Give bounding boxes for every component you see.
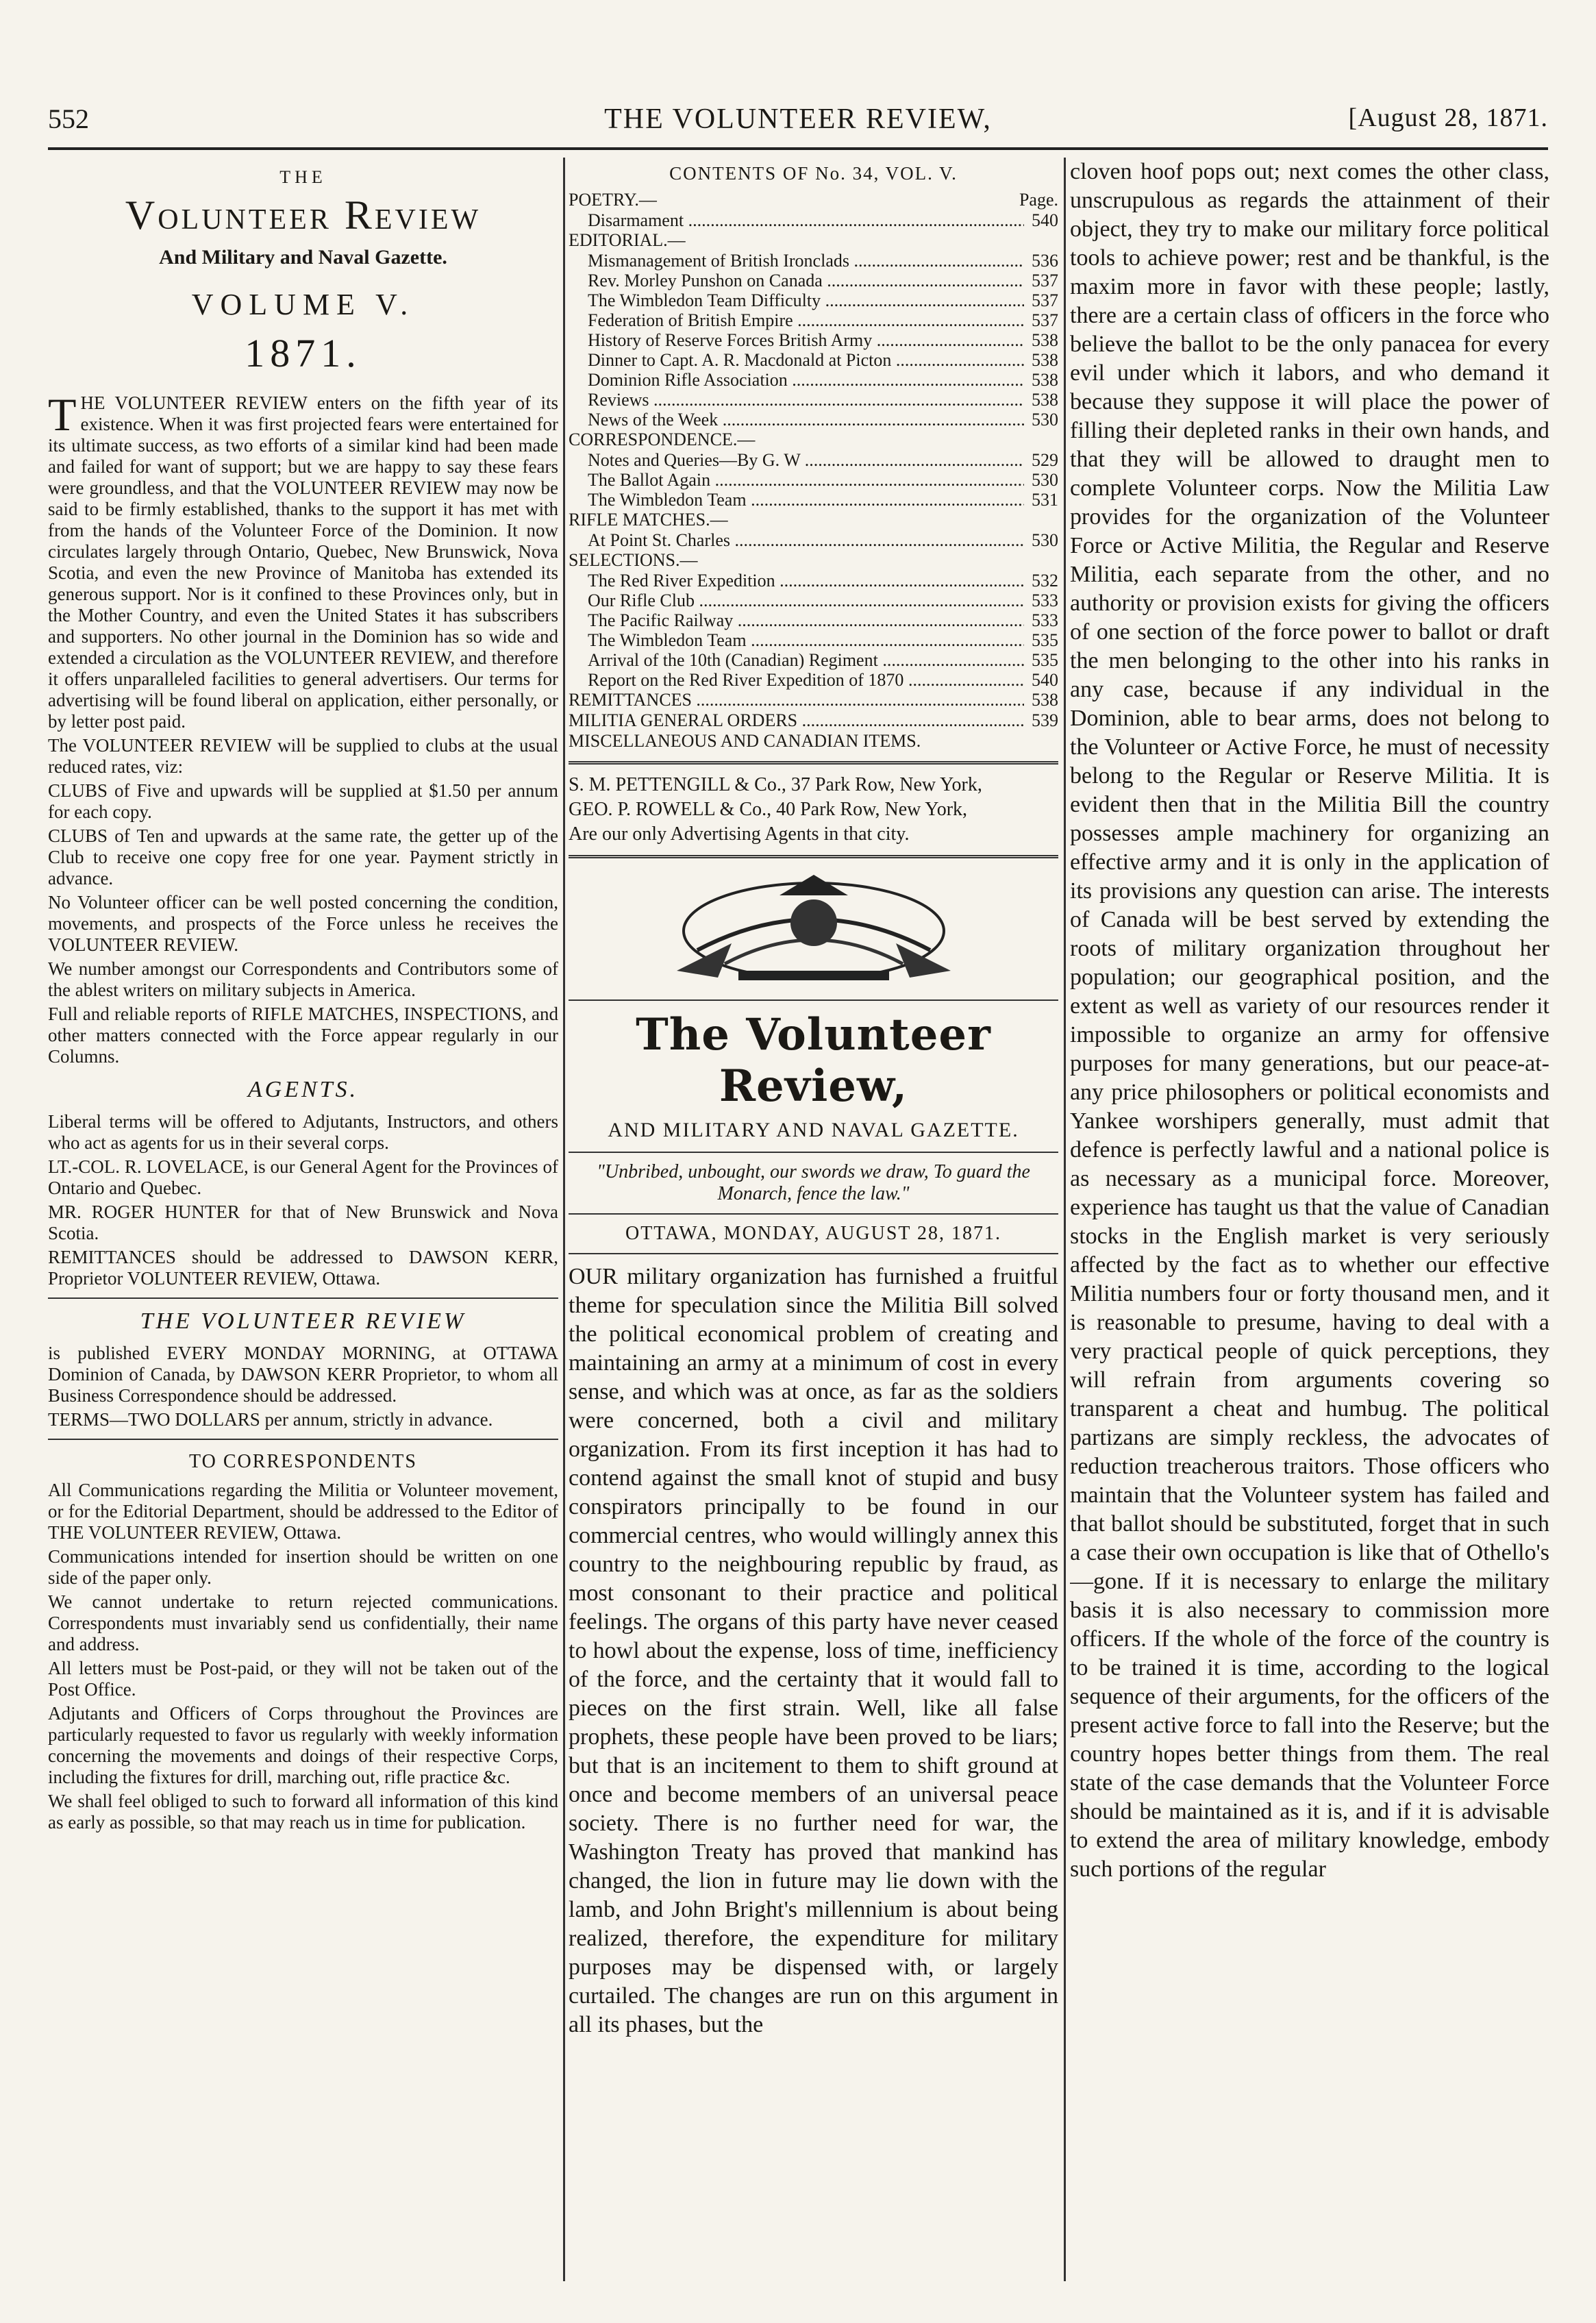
column-middle [569, 158, 1058, 2295]
intro-paragraph: We number amongst our Correspondents and Contributors some of the ablest writers on military subjects in America. [48, 958, 558, 1000]
section-rule [569, 1152, 1058, 1153]
correspondents-paragraph: We shall feel obliged to such to forward all information of this kind as early as possible, so that may reach us in time for publication. [48, 1791, 558, 1833]
correspondents-heading: TO CORRESPONDENTS [189, 1451, 417, 1472]
newspaper-running-title: THE VOLUNTEER REVIEW, [604, 103, 992, 135]
contents-item: Our Rifle Club ..... 533 [569, 591, 1058, 610]
section-rule [569, 1213, 1058, 1215]
crest-emblem-icon [636, 868, 992, 991]
agents-paragraph: REMITTANCES should be addressed to DAWSON KERR, Proprietor VOLUNTEER REVIEW, Ottawa. [48, 1247, 558, 1289]
page-header [48, 103, 1548, 151]
section-rule [569, 1253, 1058, 1254]
contents-category: POETRY.— [569, 190, 657, 210]
header-rule [48, 147, 1548, 150]
contents-item: History of Reserve Forces British Army ..... 538 [569, 330, 1058, 350]
correspondents-paragraph: We cannot undertake to return rejected communications. Correspondents must invariably send us confidentially, their name and address. [48, 1591, 558, 1654]
section-rule [569, 761, 1058, 765]
masthead-the: THE [279, 167, 327, 187]
table-of-contents [569, 210, 1058, 751]
intro-paragraph: CLUBS of Five and upwards will be supplied at $1.50 per annum for each copy. [48, 780, 558, 822]
section-rule [48, 1297, 558, 1299]
section-rule [569, 999, 1058, 1001]
contents-item: Dinner to Capt. A. R. Macdonald at Picton ..... 538 [569, 350, 1058, 370]
agent-line: GEO. P. ROWELL & Co., 40 Park Row, New York, [569, 799, 968, 820]
contents-item: At Point St. Charles ..... 530 [569, 530, 1058, 550]
publication-paragraph: is published EVERY MONDAY MORNING, at OTTAWA Dominion of Canada, by DAWSON KERR Proprietor, to whom all Business Correspondence should be addressed. [48, 1343, 558, 1406]
contents-page-label: Page. [1019, 190, 1058, 210]
agents-paragraph: MR. ROGER HUNTER for that of New Brunswick and Nova Scotia. [48, 1202, 558, 1243]
column-divider-1 [563, 158, 565, 2281]
editorial-motto: "Unbribed, unbought, our swords we draw, To guard the Monarch, fence the law." [597, 1161, 1030, 1204]
advertising-agents [569, 774, 1058, 845]
contents-category: CORRESPONDENCE.— [569, 430, 756, 449]
page-number: 552 [48, 103, 89, 134]
correspondents-section [48, 1480, 558, 1833]
contents-item: REMITTANCES ..... 538 [569, 690, 1058, 710]
publication-section [48, 1343, 558, 1430]
contents-category: EDITORIAL.— [569, 230, 686, 250]
contents-item: Rev. Morley Punshon on Canada ..... 537 [569, 271, 1058, 290]
intro-section [48, 388, 558, 1067]
contents-item: Mismanagement of British Ironclads ..... 536 [569, 251, 1058, 271]
contents-item: MILITIA GENERAL ORDERS ..... 539 [569, 710, 1058, 731]
masthead-title: Volunteer Review [125, 192, 482, 238]
intro-paragraph: Full and reliable reports of RIFLE MATCHES, INSPECTIONS, and other matters connected with the Force appear regularly in our Columns. [48, 1004, 558, 1067]
contents-item: News of the Week ..... 530 [569, 410, 1058, 430]
issue-date: [August 28, 1871. [1348, 103, 1548, 132]
intro-paragraph: The VOLUNTEER REVIEW will be supplied to clubs at the usual reduced rates, viz: [48, 735, 558, 777]
agents-heading: AGENTS. [247, 1077, 359, 1102]
agents-section [48, 1111, 558, 1289]
column-right [1070, 158, 1549, 2295]
contents-item: Report on the Red River Expedition of 1870 ..... 540 [569, 670, 1058, 690]
section-rule [569, 855, 1058, 858]
volume-label: VOLUME V. [191, 288, 415, 321]
contents-item: The Wimbledon Team ..... 535 [569, 630, 1058, 650]
contents-page-label-row [569, 190, 1058, 210]
agents-paragraph: LT.-COL. R. LOVELACE, is our General Agent for the Provinces of Ontario and Quebec. [48, 1156, 558, 1198]
contents-category: SELECTIONS.— [569, 550, 698, 570]
contents-category: RIFLE MATCHES.— [569, 510, 728, 530]
contents-item: Federation of British Empire ..... 537 [569, 310, 1058, 330]
editorial-text-part-1: OUR military organization has furnished a fruitful theme for speculation since the Militia Bill solved the political economical problem of creating and maintaining an army at a minimum of cost in every sense, and which was at once, as far as the soldiers were concerned, both a civil and military organization. From its first inception it has had to contend against the small knot of stupid and busy conspirators principally to be found in our commercial centres, who would willingly annex this country to the neighbouring republic by fraud, as most consonant to their practice and political feelings. The organs of this party have never ceased to howl about the expense, loss of time, inefficiency of the force, and the certainty that it would fall to pieces on the first strain. Well, like all false prophets, these people have been proved to be liars; but that is an incitement to them to shift ground at once and become members of an universal peace society. There is no further need for war, the Washington Treaty has proved that mankind has changed, the lion in future may lie down with the lamb, and John Bright's millennium is about being realized, therefore, the expenditure for military purposes may be dispensed with, or largely curtailed. The changes are run on this argument in all its phases, but the [569, 1264, 1058, 2037]
masthead-subtitle: And Military and Naval Gazette. [159, 246, 447, 269]
section-rule [48, 1439, 558, 1440]
contents-item: Disarmament ..... 540 [569, 210, 1058, 230]
editorial-text-part-2: cloven hoof pops out; next comes the other class, unscrupulous as regards the attainment of their object, they try to make our military force political tools to achieve power; rest and be thankful, is the maxim more in favor with these people; lastly, there are a certain class of officers in the force who believe the ballot to be the only panacea for every evil under which it labors, and who demand it because they suppose it will place the power of filling their depleted ranks in their own hands, and that they will be allowed to draught men to complete Volunteer corps. Now the Militia Law provides for the organization of the Volunteer Force or Active Militia, the Regular and Reserve Militia, each separate from the other, and no authority or provision exists for giving the officers of one section of the force power to ballot or draft the men belonging to the other into his ranks in any case, because if any individual in the Dominion, able to bear arms, does not belong to the Volunteer or Active Force, he must of necessity belong to the Regular or Reserve Militia. It is evident then that in the Militia Bill the country possesses ample machinery for organizing an effective army and it is only in the application of its provisions any question can arise. The interests of Canada will be best served by extending the roots of military organization throughout her population; our geographical position, and the extent as well as variety of our resources render it impossible to organize an army for offensive purposes for many generations, but our peace-at-any price philosophers or political economists and Yankee worshipers generally, must admit that defence is perfectly lawful and a national police is as necessary as a municipal force. Moreover, experience has taught us that the value of Canadian stocks in the English market is very seriously affected by the fact as to whether our effective Militia numbers four or forty thousand men, and it is reasonable to presume, having to deal with a very practical people of quick perceptions, they will refrain from arguments covering so transparent a cheat and humbug. The political partizans are simply reckless, the advocates of reduction treacherous traitors. Those officers who maintain that the Volunteer system has failed and that ballot should be substituted, forget that in such a case their own occupation is like that of Othello's—gone. If it is necessary to enlarge the military basis it is also necessary to commission more officers. If the whole of the force of the country is to be trained it is time, according to the logical sequence of their arguments, for the officers of the present active force to fall into the Reserve; but the country hopes better things from them. The real state of the case demands that the Volunteer Force should be maintained as it is, and if it is advisable to extend the area of military knowledge, embody such portions of the regular [1070, 159, 1549, 1882]
contents-item: The Red River Expedition ..... 532 [569, 571, 1058, 591]
correspondents-paragraph: All letters must be Post-paid, or they will not be taken out of the Post Office. [48, 1658, 558, 1700]
column-left [48, 158, 558, 2295]
contents-item: The Ballot Again ..... 530 [569, 470, 1058, 490]
agent-line: S. M. PETTENGILL & Co., 37 Park Row, New York, [569, 774, 982, 795]
agent-line: Are our only Advertising Agents in that city. [569, 823, 910, 845]
contents-item: Arrival of the 10th (Canadian) Regiment ..... 535 [569, 650, 1058, 670]
volume-year: 1871. [245, 331, 362, 375]
publication-paragraph: TERMS—TWO DOLLARS per annum, strictly in advance. [48, 1409, 493, 1430]
contents-item: Dominion Rifle Association ..... 538 [569, 370, 1058, 390]
correspondents-paragraph: Adjutants and Officers of Corps throughout the Provinces are particularly requested to favor us regularly with weekly information concerning the movements and doings of their respective Corps, including the fixtures for drill, marching out, rifle practice &c. [48, 1703, 558, 1787]
drop-cap: T [48, 388, 77, 440]
contents-misc: MISCELLANEOUS AND CANADIAN ITEMS. [569, 731, 921, 751]
editorial-masthead-subtitle: AND MILITARY AND NAVAL GAZETTE. [608, 1119, 1019, 1141]
correspondents-paragraph: Communications intended for insertion should be written on one side of the paper only. [48, 1546, 558, 1588]
contents-title: CONTENTS OF No. 34, VOL. V. [669, 163, 958, 184]
contents-item: The Wimbledon Team Difficulty ..... 537 [569, 290, 1058, 310]
contents-item: Reviews ..... 538 [569, 390, 1058, 410]
publication-heading: THE VOLUNTEER REVIEW [140, 1308, 466, 1334]
intro-paragraph: CLUBS of Ten and upwards at the same rate, the getter up of the Club to receive one copy free for one year. Payment strictly in advance. [48, 825, 558, 889]
contents-item: Notes and Queries—By G. W ..... 529 [569, 450, 1058, 470]
column-divider-2 [1064, 158, 1066, 2281]
intro-paragraph: THE VOLUNTEER REVIEW enters on the fifth year of its existence. When it was first projected fears were entertained for its ultimate success, as two efforts of a similar kind had been made and failed for want of support; but we are happy to say these fears were groundless, and that the VOLUNTEER REVIEW may now be said to be firmly established, thanks to the support it has met with from the hands of the Volunteer Force of the Dominion. It now circulates largely through Ontario, Quebec, New Brunswick, Nova Scotia, and even the new Province of Manitoba has extended its generous support. Nor is it confined to these Provinces only, but in the Mother Country, and even the United States it has subscribers and supporters. No other journal in the Dominion has so wide and extended a circulation as the VOLUNTEER REVIEW, and therefore it offers unparalleled facilities to general advertisers. Our terms for advertising will be found liberal on application, either personally, or by letter post paid. [48, 388, 558, 732]
contents-item: The Pacific Railway ..... 533 [569, 610, 1058, 630]
agents-paragraph: Liberal terms will be offered to Adjutants, Instructors, and others who act as agents for us in their several corps. [48, 1111, 558, 1153]
editorial-dateline: OTTAWA, MONDAY, AUGUST 28, 1871. [625, 1223, 1002, 1244]
correspondents-paragraph: All Communications regarding the Militia or Volunteer movement, or for the Editorial Department, should be addressed to the Editor of THE VOLUNTEER REVIEW, Ottawa. [48, 1480, 558, 1543]
intro-paragraph: No Volunteer officer can be well posted concerning the condition, movements, and prospects of the Force unless he receives the VOLUNTEER REVIEW. [48, 892, 558, 955]
contents-item: The Wimbledon Team ..... 531 [569, 490, 1058, 510]
editorial-masthead-title: The Volunteer Review, [636, 1009, 991, 1112]
